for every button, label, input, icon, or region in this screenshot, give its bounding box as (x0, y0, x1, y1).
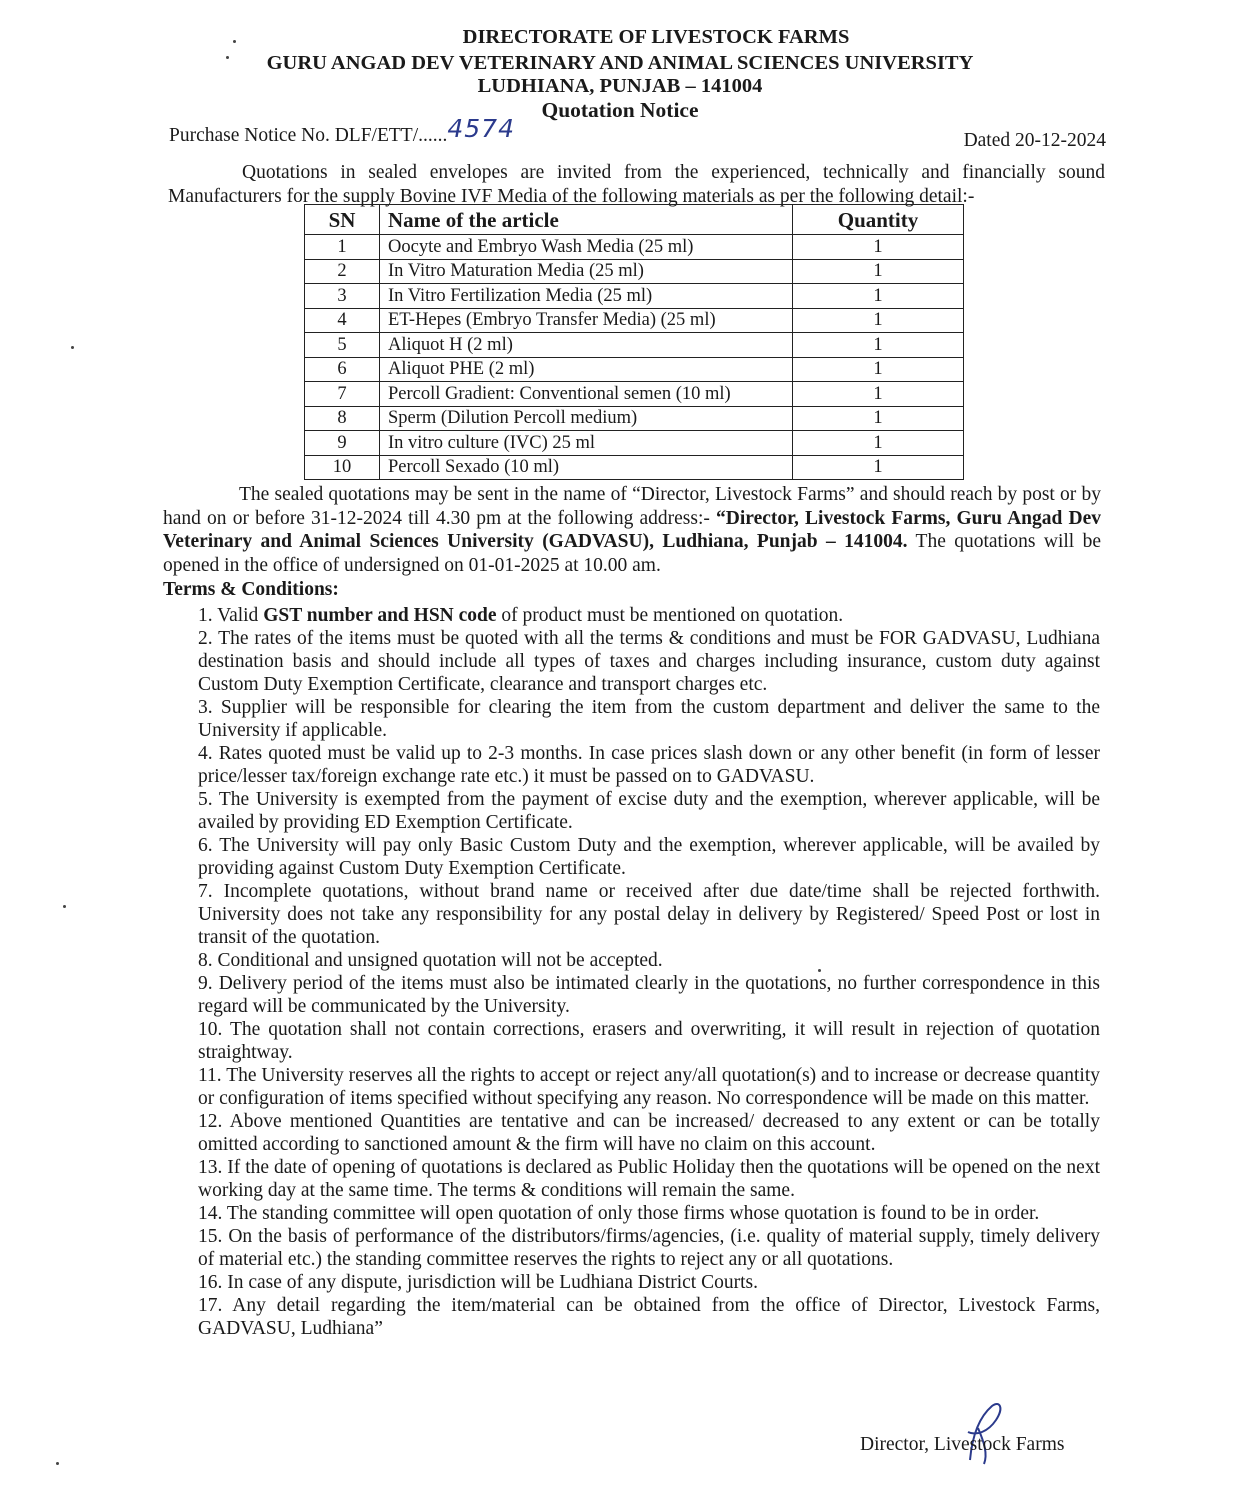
cell-quantity: 1 (793, 308, 964, 333)
submission-address: “Director, Livestock Farms, Guru Angad Dev Veterinary and Animal Sciences University (GADVASU), Ludhiana, Punjab – 141004. (163, 507, 1101, 552)
term-text: of product must be mentioned on quotation. (496, 605, 844, 626)
term-number: 15. (198, 1226, 223, 1247)
cell-quantity: 1 (793, 235, 964, 260)
cell-sn: 10 (305, 455, 380, 480)
term-item (198, 834, 1100, 880)
term-number: 16. (198, 1272, 223, 1293)
cell-sn: 2 (305, 259, 380, 284)
table-row (305, 284, 964, 309)
cell-quantity: 1 (793, 284, 964, 309)
term-spacer (213, 697, 221, 718)
intro-paragraph: Quotations in sealed envelopes are invited from the experienced, technically and financially sound Manufacturers for the supply Bovine IVF Media of the following materials as per the following detail:- (168, 162, 1105, 207)
cell-sn: 9 (305, 431, 380, 456)
term-spacer (222, 1019, 230, 1040)
term-text: Conditional and unsigned quotation will not be accepted. (217, 950, 663, 971)
term-item (198, 1202, 1100, 1225)
cell-article-name: ET-Hepes (Embryo Transfer Media) (25 ml) (380, 308, 793, 333)
cell-article-name: In vitro culture (IVC) 25 ml (380, 431, 793, 456)
purchase-notice-number (169, 114, 515, 147)
scan-speck (226, 56, 229, 59)
cell-quantity: 1 (793, 431, 964, 456)
term-item (198, 949, 1100, 972)
notice-date: Dated 20-12-2024 (963, 130, 1106, 151)
term-number: 13. (198, 1157, 223, 1178)
term-number: 12. (198, 1111, 223, 1132)
cell-quantity: 1 (793, 259, 964, 284)
term-number: 9. (198, 973, 213, 994)
term-item (198, 788, 1100, 834)
header-directorate: DIRECTORATE OF LIVESTOCK FARMS (462, 26, 850, 48)
term-text: The standing committee will open quotation of only those firms whose quotation is found to be in order. (226, 1203, 1040, 1224)
cell-article-name: Percoll Sexado (10 ml) (380, 455, 793, 480)
term-text: Rates quoted must be valid up to 2-3 months. In case prices slash down or any other benefit (in form of lesser price/lesser tax/foreign exchange rate etc.) it must be passed on to GADVASU. (198, 743, 1101, 787)
term-spacer (222, 1111, 229, 1132)
term-number: 1. (198, 605, 213, 626)
articles-table (304, 204, 964, 480)
term-text: The quotation shall not contain corrections, erasers and overwriting, it will result in rejection of quotation straightway. (198, 1019, 1101, 1063)
cell-sn: 7 (305, 382, 380, 407)
table-row (305, 406, 964, 431)
term-number: 6. (198, 835, 213, 856)
term-text: Incomplete quotations, without brand name or received after due date/time shall be rejected forthwith. University does not take any responsibility for any postal delay in delivery by Registered/ Speed Post or lost in transit of the quotation. (198, 881, 1100, 948)
notice-prefix: Purchase Notice No. DLF/ETT/...... (169, 125, 448, 146)
term-text: Above mentioned Quantities are tentative and can be increased/ decreased to any extent or can be totally omitted according to sanctioned amount & the firm will have no claim on this account. (198, 1111, 1100, 1155)
cell-quantity: 1 (793, 357, 964, 382)
submission-text: The sealed quotations may be sent in the name of “Director, Livestock Farms” and should reach by post or by hand on or before 31-12-2024 till 4.30 pm at the following address:- (163, 484, 1101, 529)
term-number: 4. (198, 743, 213, 764)
terms-heading: Terms & Conditions: (163, 579, 339, 600)
term-item (198, 696, 1100, 742)
term-item (198, 742, 1100, 788)
term-item (198, 1018, 1100, 1064)
term-text: In case of any dispute, jurisdiction will be Ludhiana District Courts. (227, 1272, 758, 1293)
submission-paragraph (163, 483, 1101, 577)
term-text: The rates of the items must be quoted with all the terms & conditions and must be FOR GADVASU, Ludhiana destination basis and should include all types of taxes and charges including insurance, custom duty against Custom Duty Exemption Certificate, clearance and transport charges etc. (198, 628, 1100, 695)
header-address: LUDHIANA, PUNJAB – 141004 (477, 75, 763, 97)
scan-speck (818, 969, 821, 972)
cell-sn: 6 (305, 357, 380, 382)
cell-sn: 3 (305, 284, 380, 309)
cell-sn: 8 (305, 406, 380, 431)
term-text: The University will pay only Basic Custom Duty and the exemption, wherever applicable, will be availed by providing against Custom Duty Exemption Certificate. (198, 835, 1100, 879)
table-body (305, 235, 964, 480)
table-row (305, 308, 964, 333)
table-row (305, 382, 964, 407)
cell-sn: 5 (305, 333, 380, 358)
cell-article-name: Sperm (Dilution Percoll medium) (380, 406, 793, 431)
cell-quantity: 1 (793, 455, 964, 480)
term-number: 5. (198, 789, 213, 810)
term-item (198, 1294, 1100, 1340)
term-item (198, 1271, 1100, 1294)
cell-article-name: Aliquot H (2 ml) (380, 333, 793, 358)
term-number: 14. (198, 1203, 223, 1224)
cell-article-name: Percoll Gradient: Conventional semen (10 ml) (380, 382, 793, 407)
term-number: 2. (198, 628, 213, 649)
term-number: 8. (198, 950, 213, 971)
cell-quantity: 1 (793, 406, 964, 431)
cell-quantity: 1 (793, 333, 964, 358)
term-number: 11. (198, 1065, 222, 1086)
header-sn: SN (305, 205, 380, 235)
term-number: 7. (198, 881, 213, 902)
term-item (198, 1225, 1100, 1271)
term-item (198, 1110, 1100, 1156)
term-text: Supplier will be responsible for clearing the item from the custom department and deliver the same to the University if applicable. (198, 697, 1100, 741)
term-text: If the date of opening of quotations is declared as Public Holiday then the quotations will be opened on the next working day at the same time. The terms & conditions will remain the same. (198, 1157, 1101, 1201)
term-text: Delivery period of the items must also be intimated clearly in the quotations, no further correspondence in this regard will be communicated by the University. (198, 973, 1100, 1017)
term-item (198, 627, 1100, 696)
table-row (305, 455, 964, 480)
cell-article-name: In Vitro Maturation Media (25 ml) (380, 259, 793, 284)
cell-article-name: In Vitro Fertilization Media (25 ml) (380, 284, 793, 309)
cell-article-name: Oocyte and Embryo Wash Media (25 ml) (380, 235, 793, 260)
term-bold-text: GST number and HSN code (263, 605, 497, 626)
scan-speck (63, 905, 66, 908)
table-row (305, 333, 964, 358)
table-header-row (305, 205, 964, 235)
term-text: Any detail regarding the item/material can be obtained from the office of Director, Livestock Farms, GADVASU, Ludhiana” (198, 1295, 1100, 1339)
scan-speck (233, 40, 236, 43)
term-item (198, 1064, 1100, 1110)
cell-quantity: 1 (793, 382, 964, 407)
term-spacer (213, 881, 224, 902)
cell-sn: 4 (305, 308, 380, 333)
opening-text: The quotations will be opened in the office of undersigned on 01-01-2025 at 10.00 am. (163, 531, 1101, 576)
signature-title: Director, Livestock Farms (860, 1434, 1065, 1455)
term-item (198, 1156, 1100, 1202)
table-row (305, 259, 964, 284)
term-number: 17. (198, 1295, 223, 1316)
term-text: The University is exempted from the payment of excise duty and the exemption, wherever applicable, will be availed by providing ED Exemption Certificate. (198, 789, 1100, 833)
term-text: The University reserves all the rights to accept or reject any/all quotation(s) and to increase or decrease quantity or configuration of items specified without specifying any reason. No correspondence will be made on this matter. (198, 1065, 1100, 1109)
table-row (305, 431, 964, 456)
term-item (198, 604, 1100, 627)
header-university: GURU ANGAD DEV VETERINARY AND ANIMAL SCIENCES UNIVERSITY (266, 52, 974, 74)
terms-list (198, 604, 1100, 1340)
header-quantity: Quantity (793, 205, 964, 235)
header-article-name: Name of the article (380, 205, 793, 235)
term-item (198, 972, 1100, 1018)
terms-remaining (198, 627, 1100, 1340)
term-number: 10. (198, 1019, 223, 1040)
table-row (305, 235, 964, 260)
term-number: 3. (198, 697, 213, 718)
term-text: On the basis of performance of the distributors/firms/agencies, (i.e. quality of material supply, timely delivery of material etc.) the standing committee reserves the rights to reject any or all quotations. (198, 1226, 1101, 1270)
scan-speck (56, 1462, 59, 1465)
scan-speck (71, 346, 74, 349)
signature-scribble (948, 1398, 1018, 1468)
cell-article-name: Aliquot PHE (2 ml) (380, 357, 793, 382)
document-title: Quotation Notice (541, 98, 699, 122)
term-spacer (222, 1295, 232, 1316)
term-item (198, 880, 1100, 949)
handwritten-notice-number: 4574 (447, 114, 515, 143)
cell-sn: 1 (305, 235, 380, 260)
table-row (305, 357, 964, 382)
term-text: Valid (212, 605, 264, 626)
